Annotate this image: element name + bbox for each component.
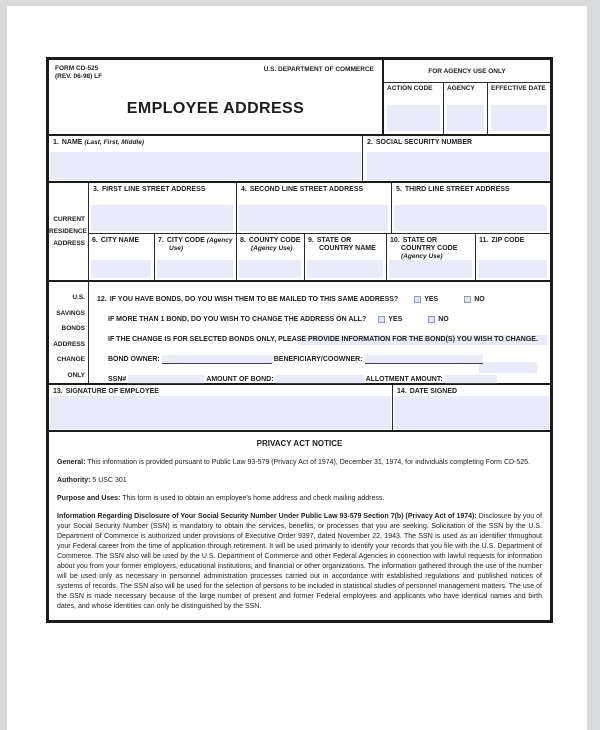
street3-number: 5.: [396, 186, 402, 193]
privacy-title: PRIVACY ACT NOTICE: [256, 439, 343, 448]
date-signed-cell: [393, 385, 550, 430]
side-savings: SAVINGS: [56, 309, 85, 317]
residence-content: [89, 183, 550, 280]
signature-number: 13.: [53, 388, 63, 395]
county-code-field[interactable]: [239, 260, 301, 278]
beneficiary-label: BENEFICIARY/COOWNER:: [273, 355, 363, 363]
bonds-q1-number: 12.: [97, 295, 107, 303]
privacy-authority-text: 5 USC 301: [92, 477, 127, 484]
privacy-disclosure: [57, 512, 542, 612]
bonds-section: [49, 280, 550, 383]
county-code-label: [240, 237, 301, 253]
privacy-purpose: [57, 494, 542, 504]
bonds-q2-text: IF MORE THAN 1 BOND, DO YOU WISH TO CHANGE THE ADDRESS ON ALL?: [108, 315, 367, 323]
form-number-line: [55, 65, 102, 73]
privacy-authority-label: Authority:: [57, 477, 91, 484]
bonds-q1-no-checkbox[interactable]: [464, 296, 471, 303]
privacy-general: [57, 458, 542, 468]
beneficiary-field[interactable]: [365, 355, 483, 364]
street1-label: [93, 186, 232, 194]
city-name-cell: [89, 234, 154, 280]
name-label: [53, 139, 358, 147]
agency-use-block: [384, 60, 550, 134]
department-name: U.S. DEPARTMENT OF COMMERCE: [263, 66, 374, 73]
agency-cell: [443, 83, 487, 134]
residence-side-label: [49, 183, 89, 280]
bonds-q1-yes-label: YES: [424, 295, 439, 303]
side-address: ADDRESS: [53, 239, 85, 247]
city-code-hint: (Agency Use): [169, 237, 233, 252]
side-residence: RESIDENCE: [49, 227, 87, 235]
bonds-side-label: [49, 282, 89, 383]
county-code-text: COUNTY CODE: [248, 237, 301, 244]
ssn-number: 2.: [367, 139, 373, 146]
city-name-text: CITY NAME: [100, 237, 140, 244]
street2-label: [241, 186, 387, 194]
city-name-number: 6.: [92, 237, 98, 244]
date-signed-text: DATE SIGNED: [409, 388, 458, 395]
street1-field[interactable]: [91, 205, 233, 231]
state-name-cell: [304, 234, 386, 280]
privacy-purpose-label: Purpose and Uses:: [57, 495, 121, 502]
agency-use-columns: [384, 83, 550, 134]
residence-section: [49, 181, 550, 280]
form-number: CD-525: [75, 65, 99, 72]
state-name-text: STATE OR COUNTRY NAME: [316, 237, 376, 252]
name-number: 1.: [53, 139, 59, 146]
zip-code-cell: [475, 234, 550, 280]
signature-field[interactable]: [50, 396, 391, 429]
signature-label: [53, 388, 388, 396]
page-title: EMPLOYEE ADDRESS: [126, 100, 305, 117]
scan-edge-top: [0, 0, 600, 6]
county-code-hint: (Agency Use): [251, 245, 293, 252]
side-only: ONLY: [67, 371, 85, 379]
city-code-cell: [154, 234, 236, 280]
side-bonds: BONDS: [61, 325, 85, 332]
bonds-question2: [97, 309, 544, 329]
side-us: U.S.: [72, 294, 85, 301]
date-signed-number: 14.: [397, 388, 407, 395]
scan-edge-left: [0, 0, 7, 730]
county-code-number: 8.: [240, 237, 246, 244]
state-name-field[interactable]: [307, 260, 383, 278]
action-code-label: ACTION CODE: [387, 85, 433, 92]
effective-date-label: EFFECTIVE DATE: [491, 85, 546, 92]
state-code-number: 10.: [390, 237, 400, 244]
privacy-disclosure-label: Information Regarding Disclosure of Your Social Security Number Under Public Law 93-579 Section 7(b) (Privacy Act of 1974):: [57, 513, 477, 520]
bond-amount-label: AMOUNT OF BOND:: [206, 375, 274, 383]
state-code-label: [390, 237, 472, 261]
agency-label: AGENCY: [447, 85, 475, 92]
name-cell: [49, 136, 363, 181]
zip-code-number: 11.: [479, 237, 489, 244]
ssn-text: SOCIAL SECURITY NUMBER: [375, 139, 473, 146]
state-code-cell: [386, 234, 475, 280]
state-name-label: [308, 237, 383, 253]
ssn-cell: [363, 136, 550, 181]
bonds-q2-yes-checkbox[interactable]: [378, 316, 385, 323]
street2-cell: [236, 183, 391, 233]
street-address-row: [89, 183, 550, 234]
privacy-disclosure-text: Disclosure by you of your Social Security Number (SSN) is mandatory to obtain the services, benefits, or processes that you are seeking. Solicitation of the SSN by the U.S. Department of Commerce is authorized under provisions of Executive Order 9397, dated November 22, 1943. The SSN is used as an identifier throughout your Federal career from the time of application through retirement. It will be used primarily to identify your records that you file with the U.S. Department of Commerce. The SSN also will be used by the U.S. Department of Commerce and other Federal Agencies in connection with lawful requests for information about you from your former employers, educational institutions, and financial or other organizations. The information gathered through the use of the number will be used only as necessary in personnel administration processes carried out in accordance with established regulations and published notices of systems of records. The SSN also will be used for the selection of persons to be included in statistical studies of personnel management matters. The use of the SSN is made necessary because of the large number of present and former Federal employees and applicants who have identical names and birth dates, and whose identities can only be distinguished by the SSN.: [57, 513, 543, 610]
street3-cell: [391, 183, 550, 233]
street2-text: SECOND LINE STREET ADDRESS: [249, 186, 364, 193]
agency-field[interactable]: [447, 105, 484, 131]
form-number-prefix: FORM: [55, 65, 75, 72]
date-signed-field[interactable]: [394, 396, 549, 429]
street1-number: 3.: [93, 186, 99, 193]
state-name-number: 9.: [308, 237, 314, 244]
street3-field[interactable]: [394, 205, 547, 231]
city-code-label: [158, 237, 233, 253]
city-row: [89, 234, 550, 280]
street3-label: [396, 186, 546, 194]
signature-cell: [49, 385, 393, 430]
ssn-input-field[interactable]: [367, 152, 549, 180]
bonds-question3: [97, 329, 544, 349]
signature-text: SIGNATURE OF EMPLOYEE: [65, 388, 159, 395]
privacy-general-text: This information is provided pursuant to Public Law 93-579 (Privacy Act of 1974), December 31, 1974, for individuals completing Form CD-525.: [87, 459, 531, 466]
privacy-purpose-text: This form is used to obtain an employee's home address and check mailing address.: [122, 495, 385, 502]
bonds-question1: [97, 289, 544, 309]
ssn-label: [367, 139, 546, 147]
side-bonds-address: ADDRESS: [53, 340, 85, 348]
name-text: NAME: [61, 139, 83, 146]
form-header: [49, 60, 550, 134]
bonds-content: [89, 282, 550, 383]
city-name-label: [92, 237, 151, 245]
state-code-field[interactable]: [389, 260, 472, 278]
street2-number: 4.: [241, 186, 247, 193]
bond-owner-field[interactable]: [162, 355, 272, 364]
action-code-field[interactable]: [387, 105, 440, 131]
bonds-q1-text: IF YOU HAVE BONDS, DO YOU WISH THEM TO BE MAILED TO THIS SAME ADDRESS?: [109, 295, 399, 303]
effective-date-field[interactable]: [491, 105, 547, 131]
signature-row: [49, 383, 550, 430]
zip-code-field[interactable]: [478, 260, 547, 278]
privacy-general-label: General:: [57, 459, 86, 466]
bond-owner-line: [97, 349, 544, 369]
zip-code-text: ZIP CODE: [491, 237, 525, 244]
effective-date-cell: [487, 83, 550, 134]
bonds-q1-yes-checkbox[interactable]: [414, 296, 421, 303]
county-code-cell: [236, 234, 304, 280]
privacy-act-section: [49, 430, 550, 620]
zip-code-label: [479, 237, 547, 245]
side-current: CURRENT: [53, 215, 85, 223]
bonds-q2-no-label: NO: [438, 315, 449, 323]
city-code-number: 7.: [158, 237, 164, 244]
name-input-field[interactable]: [50, 152, 361, 180]
city-name-field[interactable]: [91, 260, 151, 278]
allotment-label: ALLOTMENT AMOUNT:: [365, 375, 443, 383]
street1-cell: [89, 183, 236, 233]
privacy-authority: [57, 476, 542, 486]
bonds-q3-text: IF THE CHANGE IS FOR SELECTED BONDS ONLY, PLEASE PROVIDE INFORMATION FOR THE BOND(S) YOU WISH TO CHANGE.: [108, 335, 538, 343]
state-code-hint: (Agency Use): [401, 253, 443, 260]
bonds-q2-no-checkbox[interactable]: [428, 316, 435, 323]
city-code-field[interactable]: [157, 260, 233, 278]
bond-amount-field[interactable]: [276, 375, 364, 384]
street3-text: THIRD LINE STREET ADDRESS: [404, 186, 510, 193]
street1-text: FIRST LINE STREET ADDRESS: [101, 186, 206, 193]
form-cd525: [46, 57, 553, 623]
allotment-field[interactable]: [445, 375, 497, 384]
scan-edge-right: [587, 0, 600, 730]
action-code-cell: [384, 83, 443, 134]
bond-owner-label: BOND OWNER:: [108, 355, 160, 363]
name-hint: (Last, First, Middle): [84, 139, 145, 146]
form-revision: (REV. 06-98) LF: [55, 73, 103, 80]
side-change: CHANGE: [56, 356, 85, 363]
state-code-text: STATE OR COUNTRY CODE: [401, 237, 458, 252]
city-code-text: CITY CODE: [166, 237, 205, 244]
bond-ssn-field[interactable]: [128, 375, 204, 384]
header-left-cell: [49, 60, 384, 134]
form-number-block: [55, 65, 102, 81]
date-signed-label: [397, 388, 546, 396]
agency-use-header: FOR AGENCY USE ONLY: [384, 60, 550, 83]
bond-ssn-label: SSN#: [108, 375, 127, 383]
name-ssn-row: [49, 134, 550, 181]
bonds-q1-no-label: NO: [474, 295, 485, 303]
street2-field[interactable]: [239, 205, 388, 231]
bonds-q2-yes-label: YES: [388, 315, 403, 323]
